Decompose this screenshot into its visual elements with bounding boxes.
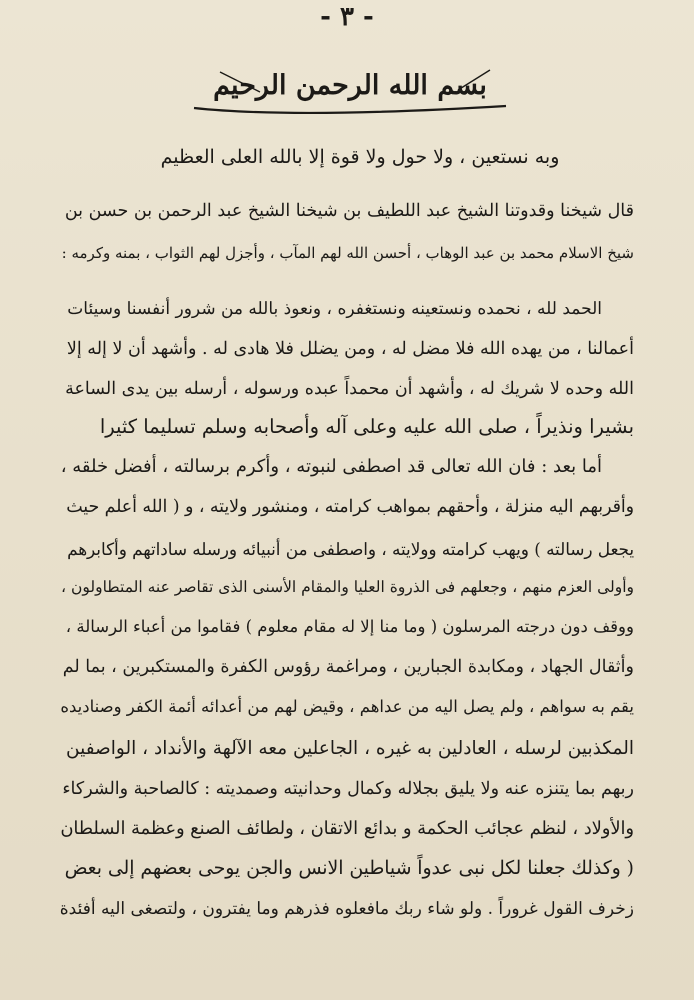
paragraph-line: ووقف دون درجته المرسلون ( وما منا إلا له مقام معلوم ) فقاموا من أعباء الرسالة ، [65,617,634,636]
paragraph-line: والأولاد ، لنظم عجائب الحكمة و بدائع الاتقان ، ولطائف الصنع وعظمة السلطان [60,819,634,839]
paragraph-line: الله وحده لا شريك له ، وأشهد أن محمداً عبده ورسوله ، أرسله بين يدى الساعة [65,379,634,399]
paragraph-line: زخرف القول غروراً . ولو شاء ربك مافعلوه فذرهم وما يفترون ، ولتصغى اليه أفئدة [59,899,634,919]
paragraph-line: وأولى العزم منهم ، وجعلهم فى الذروة العليا والمقام الأسنى الذى تقاصر عنه المتطاولون ، [61,578,634,596]
paragraph-line: الحمد لله ، نحمده ونستعينه ونستغفره ، ونعوذ بالله من شرور أنفسنا وسيئات [67,299,602,319]
paragraph-line: يجعل رسالته ) ويهب كرامته وولايته ، واصطفى من أنبيائه ورسله ساداتهم وأكابرهم [67,539,634,559]
paragraph-line: وأثقال الجهاد ، ومكابدة الجبارين ، ومراغمة رؤوس الكفرة والمستكبرين ، بما لم [62,657,634,677]
paragraph-line: ( وكذلك جعلنا لكل نبى عدواً شياطين الانس والجن يوحى بعضهم إلى بعض [64,858,634,879]
page-number: - ٣ - [320,2,374,32]
subtitle: وبه نستعين ، ولا حول ولا قوة إلا بالله العلى العظيم [160,146,560,168]
intro-line: قال شيخنا وقدوتنا الشيخ عبد اللطيف بن شيخنا الشيخ عبد الرحمن بن حسن بن [64,201,634,221]
basmala-text: بسم الله الرحمن الرحيم [213,70,487,101]
paragraph-line: وأقربهم اليه منزلة ، وأحقهم بمواهب كرامته ، ومنشور ولايته ، و ( الله أعلم حيث [66,497,634,517]
paragraph-line: أما بعد : فان الله تعالى قد اصطفى لنبوته ، وأكرم برسالته ، أفضل خلقه ، [60,456,602,477]
paragraph-line: أعمالنا ، من يهده الله فلا مضل له ، ومن يضلل فلا هادى له . وأشهد أن لا إله إلا [66,339,634,359]
paragraph-line: المكذبين لرسله ، العادلين به غيره ، الجاعلين معه الآلهة والأنداد ، الواصفين [66,738,634,759]
paragraph-line: يقم به سواهم ، ولم يصل اليه من عداهم ، وقيض لهم من أعدائه أئمة الكفر وصناديده [60,697,634,716]
paragraph-line: بشيرا ونذيراً ، صلى الله عليه وعلى آله وأصحابه وسلم تسليما كثيرا [99,415,634,438]
intro-line: شيخ الاسلام محمد بن عبد الوهاب ، أحسن الله لهم المآب ، وأجزل لهم الثواب ، بمنه وكرمه : [61,244,634,262]
basmala-calligraphy [190,62,510,124]
paragraph-line: ربهم بما يتنزه عنه ولا يليق بجلاله وكمال وحدانيته وصمديته : كالصاحبة والشركاء [62,779,634,799]
